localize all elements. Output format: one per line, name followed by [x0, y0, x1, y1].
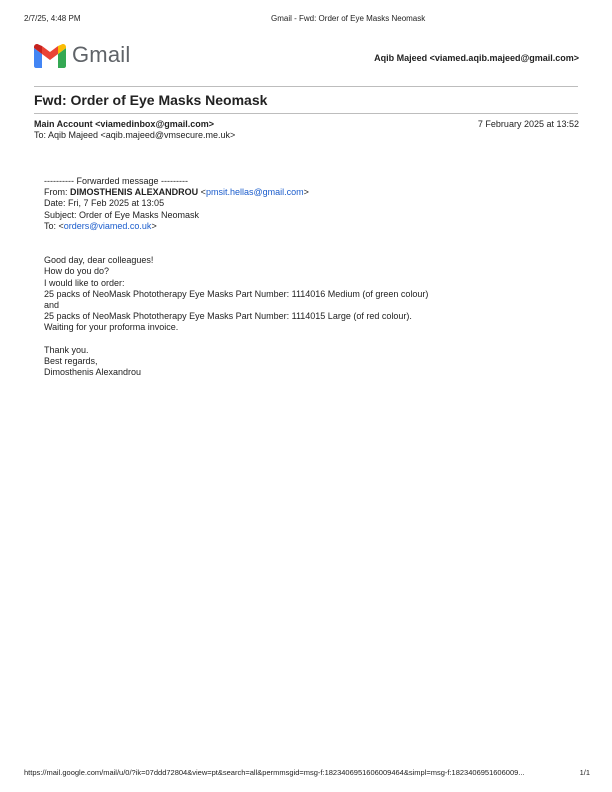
divider — [34, 86, 578, 87]
forwarded-from-lt: < — [198, 187, 206, 197]
divider — [34, 113, 578, 114]
forwarded-from-name: DIMOSTHENIS ALEXANDROU — [70, 187, 199, 197]
body-line: Good day, dear colleagues! — [44, 255, 154, 265]
forwarded-from-gt: > — [303, 187, 309, 197]
forwarded-separator: ---------- Forwarded message --------- — [44, 176, 188, 186]
footer-url: https://mail.google.com/mail/u/0/?ik=07ddd72804&view=pt&search=all&permmsgid=msg-f:1823406951606009464&simpl=msg-f:1823406951606009... — [24, 768, 525, 777]
closing-line: Dimosthenis Alexandrou — [44, 367, 142, 377]
body-line: 25 packs of NeoMask Phototherapy Eye Masks Part Number: 1114015 Large (of red colour). — [44, 311, 412, 321]
forwarded-to-label: To: < — [44, 221, 64, 231]
body-line: How do you do? — [44, 266, 110, 276]
forwarded-date: Date: Fri, 7 Feb 2025 at 13:05 — [44, 198, 165, 208]
closing-line: Best regards, — [44, 356, 98, 366]
forwarded-to-gt: > — [151, 221, 157, 231]
gmail-wordmark: Gmail — [72, 42, 131, 67]
closing-line: Thank you. — [44, 345, 89, 355]
print-title: Gmail - Fwd: Order of Eye Masks Neomask — [271, 14, 426, 23]
body-line: 25 packs of NeoMask Phototherapy Eye Masks Part Number: 1114016 Medium (of green colour) — [44, 289, 429, 299]
email-subject: Fwd: Order of Eye Masks Neomask — [34, 92, 268, 108]
gmail-logo-icon — [34, 44, 66, 68]
forwarded-to-email-link[interactable]: orders@viamed.co.uk — [63, 221, 152, 231]
body-line: I would like to order: — [44, 278, 125, 288]
forwarded-to — [44, 221, 157, 231]
print-datetime: 2/7/25, 4:48 PM — [24, 14, 81, 23]
body-line: Waiting for your proforma invoice. — [44, 322, 179, 332]
body-line: and — [44, 300, 60, 310]
email-date: 7 February 2025 at 13:52 — [477, 119, 579, 129]
account-label: Aqib Majeed <viamed.aqib.majeed@gmail.com> — [374, 53, 579, 63]
forwarded-subject: Subject: Order of Eye Masks Neomask — [44, 210, 200, 220]
email-to: To: Aqib Majeed <aqib.majeed@vmsecure.me.uk> — [34, 130, 236, 140]
email-from: Main Account <viamedinbox@gmail.com> — [34, 119, 214, 129]
page-number: 1/1 — [579, 768, 590, 777]
forwarded-from — [44, 187, 309, 197]
forwarded-from-email-link[interactable]: pmsit.hellas@gmail.com — [205, 187, 304, 197]
forwarded-from-label: From: — [44, 187, 70, 197]
